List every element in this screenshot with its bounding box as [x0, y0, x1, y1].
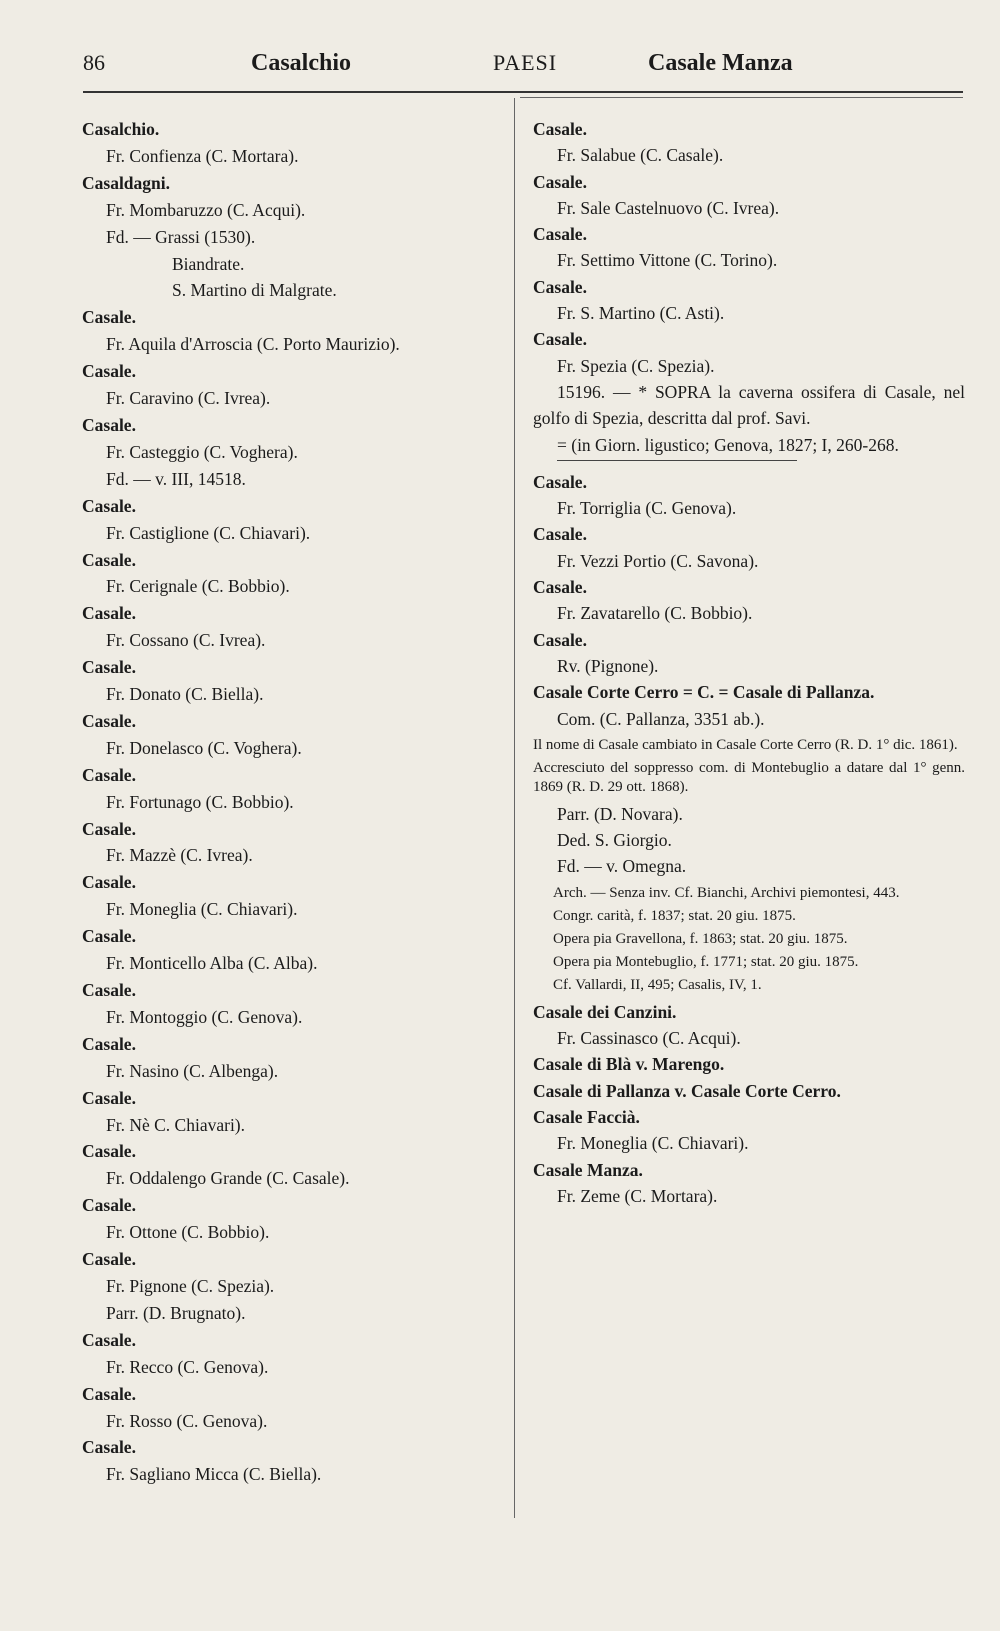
- entry-line: Fr. Nè C. Chiavari).: [106, 1114, 246, 1135]
- entry-heading: Casale.: [82, 603, 136, 624]
- entry-line: Fr. Cossano (C. Ivrea).: [106, 630, 266, 651]
- entry-heading: Casale Faccià.: [533, 1106, 640, 1127]
- entry-note: Arch. — Senza inv. Cf. Bianchi, Archivi piemontesi, 443.: [553, 884, 900, 901]
- header-rule: [83, 91, 963, 93]
- entry-heading: Casale.: [533, 577, 587, 598]
- entry-line: Fr. Nasino (C. Albenga).: [106, 1060, 279, 1081]
- entry-heading: Casale.: [82, 1141, 136, 1162]
- entry-line: Fr. Ottone (C. Bobbio).: [106, 1222, 270, 1243]
- entry-line: Fr. Donato (C. Biella).: [106, 684, 264, 705]
- entry-line: Fd. — Grassi (1530).: [106, 226, 256, 247]
- entry-heading: Casale.: [533, 524, 587, 545]
- entry-line: Ded. S. Giorgio.: [557, 830, 672, 851]
- column-divider: [514, 98, 515, 1518]
- entry-heading: Casale.: [82, 657, 136, 678]
- header-rule-secondary: [520, 97, 963, 98]
- entry-heading: Casale.: [82, 495, 136, 516]
- entry-line: Fr. S. Martino (C. Asti).: [557, 303, 725, 324]
- entry-line: Fr. Moneglia (C. Chiavari).: [106, 899, 298, 920]
- entry-note: Congr. carità, f. 1837; stat. 20 giu. 1875.: [553, 907, 796, 924]
- entry-line: Fr. Cerignale (C. Bobbio).: [106, 576, 290, 597]
- entry-line: Fr. Recco (C. Genova).: [106, 1356, 269, 1377]
- entry-line: Biandrate.: [172, 253, 245, 274]
- entry-heading: Casale.: [82, 1249, 136, 1270]
- entry-line: Fr. Rosso (C. Genova).: [106, 1410, 268, 1431]
- page-number: 86: [83, 50, 105, 75]
- entry-heading: Casale.: [82, 818, 136, 839]
- entry-heading: Casale.: [82, 1087, 136, 1108]
- entry-heading: Casale.: [533, 276, 587, 297]
- entry-heading: Casale dei Canzini.: [533, 1001, 677, 1022]
- entry-heading: Casale.: [82, 414, 136, 435]
- entry-line: Fr. Mombaruzzo (C. Acqui).: [106, 199, 306, 220]
- entry-heading: Casale di Pallanza v. Casale Corte Cerro.: [533, 1080, 841, 1101]
- entry-line: Fr. Aquila d'Arroscia (C. Porto Maurizio).: [106, 334, 400, 355]
- entry-line: Fr. Fortunago (C. Bobbio).: [106, 791, 294, 812]
- header-right-title: Casale Manza: [648, 50, 793, 76]
- header-center-title: PAESI: [493, 50, 558, 75]
- left-column: [82, 116, 502, 1488]
- entry-heading: Casale.: [82, 872, 136, 893]
- entry-heading: Casale.: [82, 710, 136, 731]
- entry-note: Il nome di Casale cambiato in Casale Corte Cerro (R. D. 1° dic. 1861).: [533, 736, 958, 753]
- bibliography-entry: 15196. — * SOPRA la caverna ossifera di Casale, nel golfo di Spezia, descritta dal prof. Savi.: [533, 381, 965, 429]
- entry-separator: [557, 460, 797, 461]
- entry-heading: Casaldagni.: [82, 172, 171, 193]
- entry-line: Fr. Confienza (C. Mortara).: [106, 145, 299, 166]
- entry-line: Fr. Montoggio (C. Genova).: [106, 1006, 303, 1027]
- entry-line: Fr. Casteggio (C. Voghera).: [106, 441, 298, 462]
- entry-line: Fr. Vezzi Portio (C. Savona).: [557, 550, 759, 571]
- entry-note: Cf. Vallardi, II, 495; Casalis, IV, 1.: [553, 976, 762, 993]
- entry-line: Fr. Torriglia (C. Genova).: [557, 498, 737, 519]
- entry-line: Rv. (Pignone).: [557, 655, 659, 676]
- entry-line: Fr. Caravino (C. Ivrea).: [106, 388, 271, 409]
- entry-heading: Casale.: [533, 119, 587, 139]
- entry-heading: Casale.: [82, 764, 136, 785]
- entry-heading: Casale.: [82, 980, 136, 1000]
- entry-note: Opera pia Gravellona, f. 1863; stat. 20 giu. 1875.: [553, 930, 848, 947]
- entry-note: Opera pia Montebuglio, f. 1771; stat. 20 giu. 1875.: [553, 953, 859, 970]
- entry-line: S. Martino di Malgrate.: [172, 280, 337, 301]
- right-column: [533, 116, 965, 1209]
- entry-line: Fr. Pignone (C. Spezia).: [106, 1275, 275, 1296]
- entry-line: Fr. Sale Castelnuovo (C. Ivrea).: [557, 197, 780, 218]
- entry-note: Accresciuto del soppresso com. di Montebuglio a datare dal 1° genn. 1869 (R. D. 29 ott. 1868).: [533, 759, 965, 795]
- entry-heading: Casale.: [533, 329, 587, 350]
- entry-heading: Casale.: [533, 629, 587, 650]
- entry-line: Fd. — v. Omegna.: [557, 856, 687, 877]
- entry-heading: Casale.: [82, 1033, 136, 1054]
- header-left-title: Casalchio: [251, 50, 352, 76]
- entry-line: Fr. Spezia (C. Spezia).: [557, 355, 715, 376]
- entry-heading: Casale.: [82, 549, 136, 570]
- entry-line: Fr. Settimo Vittone (C. Torino).: [557, 250, 778, 271]
- entry-line: Fr. Oddalengo Grande (C. Casale).: [106, 1168, 350, 1189]
- running-header: [83, 50, 963, 84]
- entry-heading: Casale Manza.: [533, 1159, 643, 1180]
- entry-line: Fr. Castiglione (C. Chiavari).: [106, 522, 311, 543]
- entry-heading: Casale.: [82, 1195, 136, 1216]
- entry-heading: Casalchio.: [82, 119, 160, 139]
- entry-heading: Casale.: [82, 1437, 136, 1458]
- entry-heading: Casale.: [82, 361, 136, 382]
- entry-line: Fr. Salabue (C. Casale).: [557, 145, 724, 166]
- entry-line: Fr. Mazzè (C. Ivrea).: [106, 845, 253, 866]
- entry-heading: Casale.: [533, 171, 587, 192]
- bibliography-entry: = (in Giorn. ligustico; Genova, 1827; I, 260-268.: [557, 434, 899, 455]
- entry-line: Fr. Zeme (C. Mortara).: [557, 1185, 718, 1206]
- entry-heading: Casale.: [533, 471, 587, 492]
- entry-heading: Casale.: [82, 926, 136, 947]
- entry-line: Fd. — v. III, 14518.: [106, 468, 246, 489]
- entry-line: Fr. Sagliano Micca (C. Biella).: [106, 1464, 322, 1485]
- entry-line: Fr. Zavatarello (C. Bobbio).: [557, 603, 753, 624]
- entry-line: Parr. (D. Brugnato).: [106, 1302, 246, 1323]
- entry-heading: Casale.: [82, 1383, 136, 1404]
- entry-heading: Casale.: [82, 1329, 136, 1350]
- entry-heading: Casale Corte Cerro = C. = Casale di Pallanza.: [533, 682, 875, 703]
- entry-line: Fr. Donelasco (C. Voghera).: [106, 737, 302, 758]
- entry-line: Fr. Cassinasco (C. Acqui).: [557, 1028, 741, 1049]
- entry-line: Com. (C. Pallanza, 3351 ab.).: [557, 708, 765, 729]
- entry-line: Fr. Moneglia (C. Chiavari).: [557, 1133, 749, 1154]
- entry-heading: Casale.: [533, 224, 587, 245]
- entry-heading: Casale.: [82, 307, 136, 328]
- entry-line: Parr. (D. Novara).: [557, 803, 683, 824]
- entry-heading: Casale di Blà v. Marengo.: [533, 1054, 725, 1075]
- entry-line: Fr. Monticello Alba (C. Alba).: [106, 953, 318, 974]
